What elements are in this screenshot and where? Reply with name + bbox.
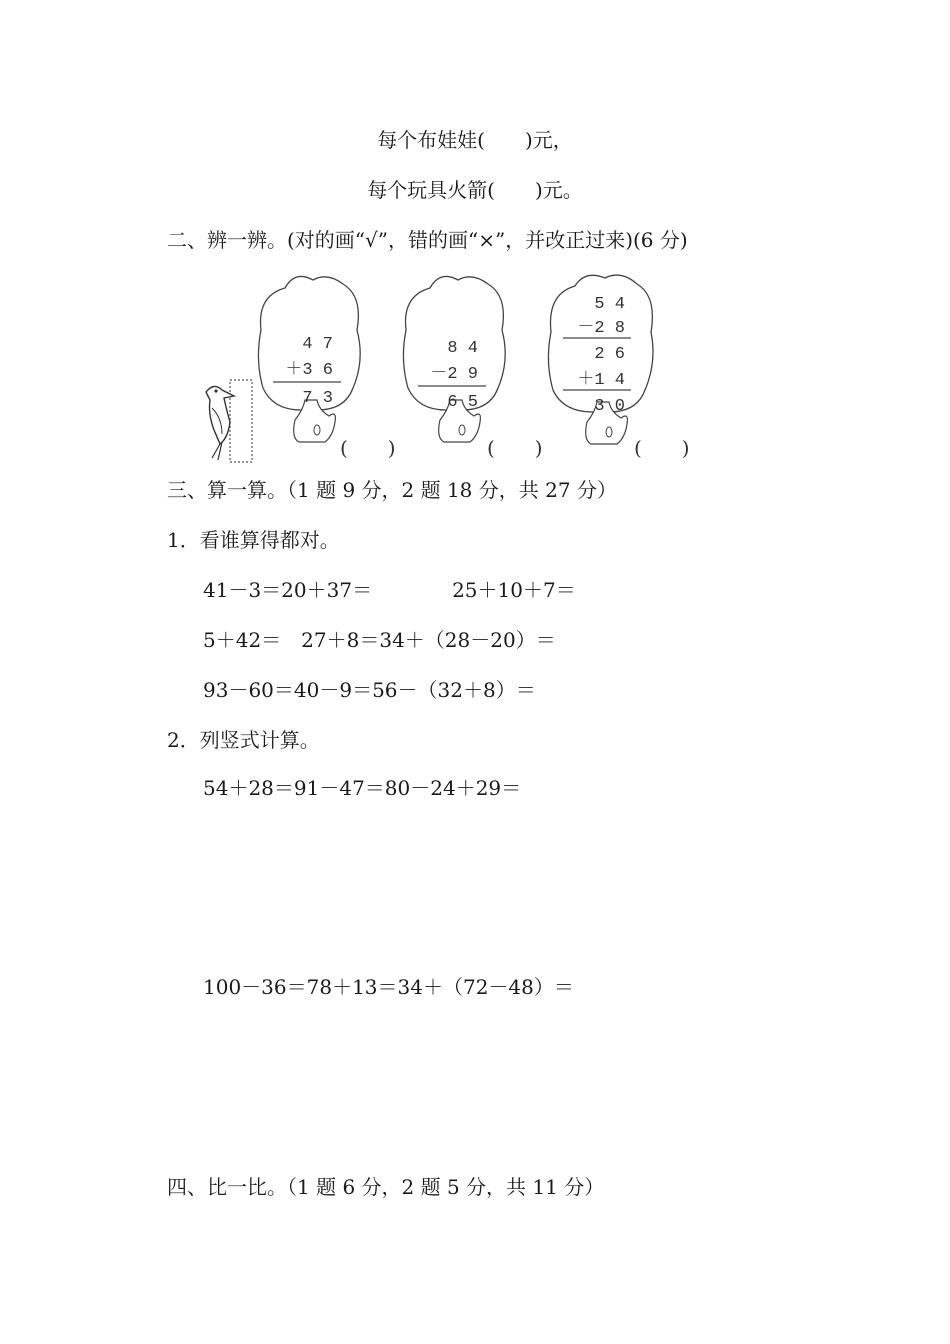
tree3-row-4: ＋1 4	[577, 371, 625, 390]
tree-problem-1	[255, 270, 365, 455]
section3-heading: 三、算一算。（1 题 9 分，2 题 18 分，共 27 分）	[167, 478, 617, 502]
woodpecker-illustration	[200, 378, 260, 464]
tree3-row-5: 3 0	[594, 397, 625, 416]
q1-title: 1．看谁算得都对。	[167, 528, 340, 552]
tree3-row-2: －2 8	[577, 319, 625, 338]
q2-line-1: 54＋28＝91－47＝80－24＋29＝	[203, 776, 522, 800]
doll-price-line: 每个布娃娃( )元，	[377, 128, 573, 152]
answer-paren-1[interactable]: ( )	[340, 436, 396, 460]
tree1-row-3: 7 3	[302, 389, 333, 408]
tree1-row-1: 4 7	[302, 335, 333, 354]
q2-title: 2．列竖式计算。	[167, 728, 320, 752]
section2-heading: 二、辨一辨。(对的画“√”，错的画“×”，并改正过来)(6 分)	[167, 228, 688, 252]
answer-paren-2[interactable]: ( )	[487, 436, 543, 460]
section4-heading: 四、比一比。（1 题 6 分，2 题 5 分，共 11 分）	[167, 1175, 605, 1199]
rocket-price-line: 每个玩具火箭( )元。	[367, 178, 583, 202]
tree3-row-1: 5 4	[594, 295, 625, 314]
q2-line-2: 100－36＝78＋13＝34＋（72－48）＝	[203, 975, 574, 999]
tree3-row-3: 2 6	[594, 345, 625, 364]
tree-problem-3	[545, 270, 660, 455]
tree2-row-3: 6 5	[447, 393, 478, 412]
tree-problem-2	[400, 270, 510, 455]
tree1-row-2: ＋3 6	[285, 361, 333, 380]
answer-paren-3[interactable]: ( )	[634, 436, 690, 460]
q1-line-2: 5＋42＝ 27＋8＝34＋（28－20）＝	[203, 628, 556, 652]
tree2-row-1: 8 4	[447, 339, 478, 358]
q1-line-1: 41－3＝20＋37＝ 25＋10＋7＝	[203, 578, 576, 602]
q1-line-3: 93－60＝40－9＝56－（32＋8）＝	[203, 678, 536, 702]
tree2-row-2: －2 9	[430, 365, 478, 384]
